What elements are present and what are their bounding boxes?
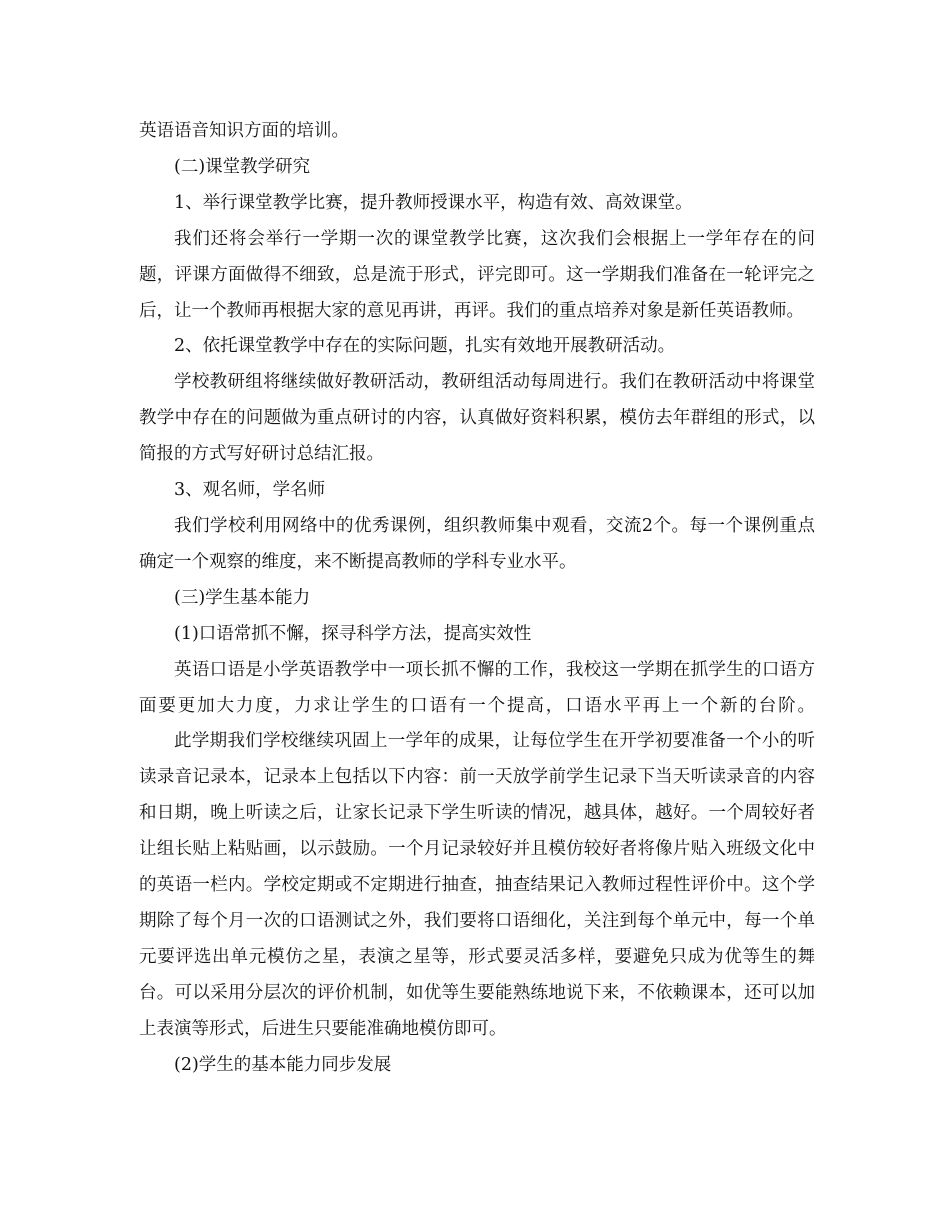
section-heading-classroom-research: (二)课堂教学研究 xyxy=(174,156,311,177)
subheading-basic-abilities: (2)学生的基本能力同步发展 xyxy=(174,1054,392,1075)
subheading-teaching-competition: 1、举行课堂教学比赛，提升教师授课水平，构造有效、高效课堂。 xyxy=(174,192,693,213)
section-heading-student-abilities: (三)学生基本能力 xyxy=(174,587,311,608)
paragraph-famous-teachers-details: 我们学校利用网络中的优秀课例，组织教师集中观看，交流2个。每一个课例重点确定一个观察的维度，来不断提高教师的学科专业水平。 xyxy=(139,515,815,572)
document-body xyxy=(139,114,815,1083)
paragraph-oral-english-intro: 英语口语是小学英语教学中一项长抓不懈的工作，我校这一学期在抓学生的口语方面要更加大力度，力求让学生的口语有一个提高，口语水平再上一个新的台阶。 xyxy=(139,659,815,716)
paragraph-continuation: 英语语音知识方面的培训。 xyxy=(139,121,349,141)
paragraph-research-details: 学校教研组将继续做好教研活动，教研组活动每周进行。我们在教研活动中将课堂教学中存在的问题做为重点研讨的内容，认真做好资料积累，模仿去年群组的形式，以简报的方式写好研讨总结汇报。 xyxy=(139,372,815,465)
subheading-research-activities: 2、依托课堂教学中存在的实际问题，扎实有效地开展教研活动。 xyxy=(174,336,676,357)
paragraph-oral-english-details: 此学期我们学校继续巩固上一学年的成果，让每位学生在开学初要准备一个小的听读录音记录本，记录本上包括以下内容：前一天放学前学生记录下当天听读录音的内容和日期，晚上听读之后，让家长记录下学生听读的情况，越具体，越好。一个周较好者让组长贴上粘贴画，以示鼓励。一个月记录较好并且模仿较好者将像片贴入班级文化中的英语一栏内。学校定期或不定期进行抽查，抽查结果记入教师过程性评价中。这个学期除了每个月一次的口语测试之外，我们要将口语细化，关注到每个单元中，每一个单元要评选出单元模仿之星，表演之星等，形式要灵活多样，要避免只成为优等生的舞台。可以采用分层次的评价机制，如优等生要能熟练地说下来，不依赖课本，还可以加上表演等形式，后进生只要能准确地模仿即可。 xyxy=(139,731,815,1039)
paragraph-competition-details: 我们还将会举行一学期一次的课堂教学比赛，这次我们会根据上一学年存在的问题，评课方面做得不细致，总是流于形式，评完即可。这一学期我们准备在一轮评完之后，让一个教师再根据大家的意见再讲，再评。我们的重点培养对象是新任英语教师。 xyxy=(139,228,815,321)
subheading-oral-english: (1)口语常抓不懈，探寻科学方法，提高实效性 xyxy=(174,623,532,644)
subheading-famous-teachers: 3、观名师，学名师 xyxy=(174,480,326,501)
